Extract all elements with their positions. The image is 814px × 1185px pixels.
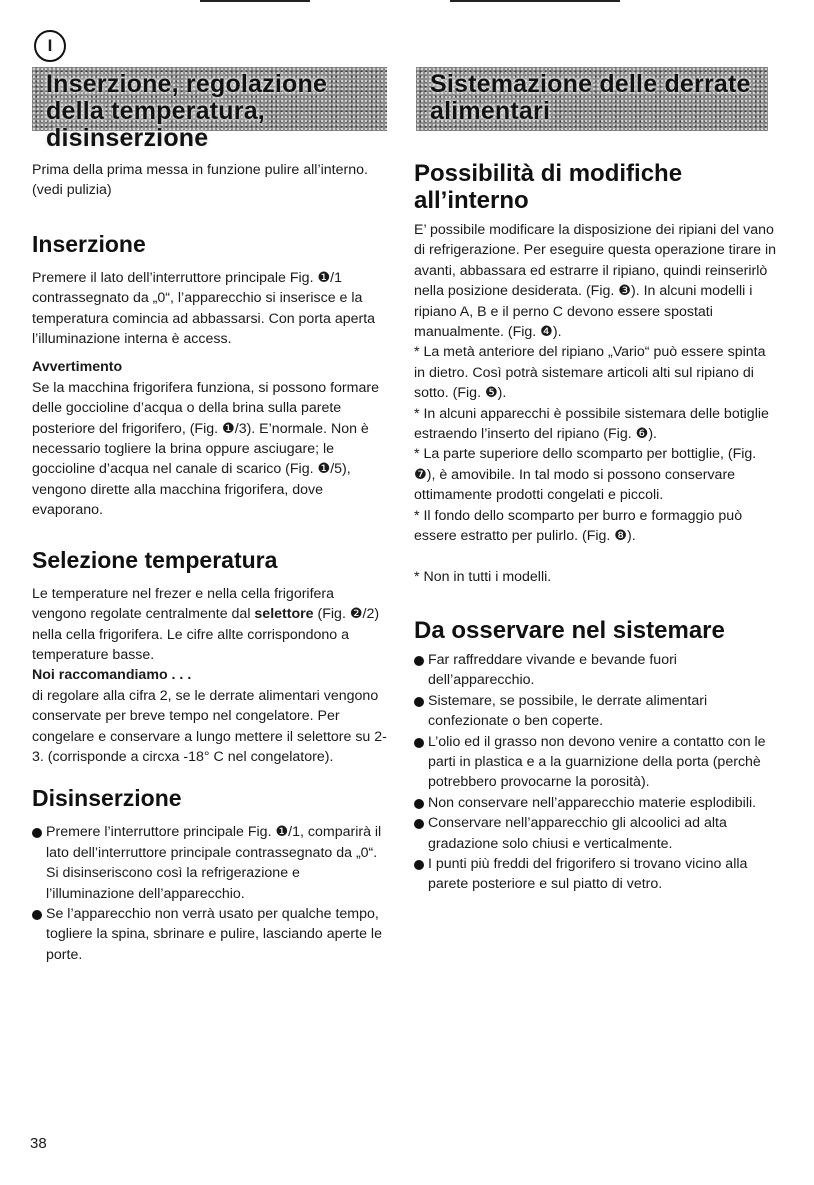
- heading-possibilita-modifiche: Possibilità di modifiche all’interno: [414, 160, 683, 214]
- selezione-text: Le temperature nel frezer e nella cella frigorifera vengono regolate centralmente dal selettore (Fig. ❷/2) nella cella frigorifera. Le cifre allte corrispondono a temperature basse.: [32, 585, 380, 663]
- list-item: Far raffreddare vivande e bevande fuori dell’apparecchio.: [414, 650, 776, 691]
- avvertimento-label: Avvertimento: [32, 359, 123, 376]
- section-banner-temperature: Inserzione, regolazione della temperatura, disinserzione: [32, 67, 387, 131]
- raccomandiamo-label: Noi raccomandiamo . . .: [32, 667, 192, 684]
- list-item: Sistemare, se possibile, le derrate alimentari confezionate o ben coperte.: [414, 691, 776, 732]
- heading-da-osservare: Da osservare nel sistemare: [414, 616, 725, 644]
- section-banner-food-storage: Sistemazione delle derrate alimentari: [416, 67, 768, 131]
- selettore-term: selettore: [254, 606, 314, 623]
- heading-disinserzione: Disinserzione: [32, 785, 182, 812]
- list-item: I punti più freddi del frigorifero si trovano vicino alla parete posteriore e sul piatto di vetro.: [414, 854, 776, 895]
- list-item: Se l’apparecchio non verrà usato per qualche tempo, togliere la spina, sbrinare e pulire, lasciando aperte le porte.: [32, 904, 390, 965]
- footnote-models: * Non in tutti i modelli.: [414, 568, 552, 585]
- right-column: [414, 160, 776, 895]
- modifiche-vario: * La metà anteriore del ripiano „Vario“ può essere spinta in dietro. Così potrà sistemare articoli alti sul ripiano di sotto. (Fig. ❺).: [414, 344, 766, 402]
- avvertimento-text: Se la macchina frigorifera funziona, si possono formare delle goccioline d’acqua o della brina sulla parete posteriore del frigorifero, (Fig. ❶/3). E’normale. Non è necessario togliere la brina oppure asciugare; le goccioline d’acqua nel canale di scarico (Fig. ❶/5), vengono dirette alla macchina frigorifera, dove evaporano.: [32, 379, 379, 519]
- heading-inserzione: Inserzione: [32, 230, 146, 257]
- heading-selezione-temperatura: Selezione temperatura: [32, 546, 278, 573]
- list-item: Premere l’interruttore principale Fig. ❶/1, comparirà il lato dell’interruttore principale contrassegnato da „0“. Si disinseriscono così la refrigerazione e l’illuminazione dell’apparecchio.: [32, 822, 390, 904]
- modifiche-text: E’ possibile modificare la disposizione dei ripiani del vano di refrigerazione. Per eseguire questa operazione tirare in avanti, abbassara ed estrarre il ripiano, quindi reinserirlò nella posizione desiderata. (Fig. ❸). In alcuni modelli i ripiano A, B e il perno C devono essere spostati manualmente. (Fig. ❹).: [414, 222, 776, 341]
- list-item: Conservare nell’apparecchio gli alcoolici ad alta gradazione solo chiusi e verticalmente.: [414, 813, 776, 854]
- modifiche-scomparto: * La parte superiore dello scomparto per bottiglie, (Fig. ❼), è amovibile. In tal modo si possono conservare ottimamente prodotti congelati e piccoli.: [414, 446, 757, 504]
- list-item: L’olio ed il grasso non devono venire a contatto con le parti in plastica e a la guarnizione della porta (perchè potrebbero provocarne la porosità).: [414, 732, 776, 793]
- list-item: Non conservare nell’apparecchio materie esplodibili.: [414, 793, 776, 813]
- modifiche-bottiglie: * In alcuni apparecchi è possibile sistemara delle botiglie estraendo l’inserto del ripiano (Fig. ❻).: [414, 405, 769, 443]
- page-number: 38: [30, 1135, 47, 1152]
- language-badge: I: [34, 30, 66, 62]
- top-rule-right: [450, 0, 620, 2]
- disinserzione-list: [32, 822, 390, 965]
- modifiche-burro: * Il fondo dello scomparto per burro e formaggio può essere estratto per pulirlo. (Fig. ❽).: [414, 507, 743, 545]
- left-column: [32, 160, 390, 965]
- top-rule-left: [200, 0, 310, 2]
- intro-note: (vedi pulizia): [32, 182, 112, 199]
- osservare-list: [414, 650, 776, 895]
- intro-text: Prima della prima messa in funzione pulire all’interno.: [32, 162, 368, 178]
- raccomandiamo-text: di regolare alla cifra 2, se le derrate alimentari vengono conservate per breve tempo nel congelatore. Per congelare e conservare a lungo mettere il selettore su 2-3. (corrisponde a circxa -18° C nel congelatore).: [32, 687, 387, 765]
- inserzione-text: Premere il lato dell’interruttore principale Fig. ❶/1 contrassegnato da „0“, l’apparecchio si inserisce e la temperatura comincia ad abbassarsi. Con porta aperta l’illuminazione interna è access.: [32, 269, 376, 348]
